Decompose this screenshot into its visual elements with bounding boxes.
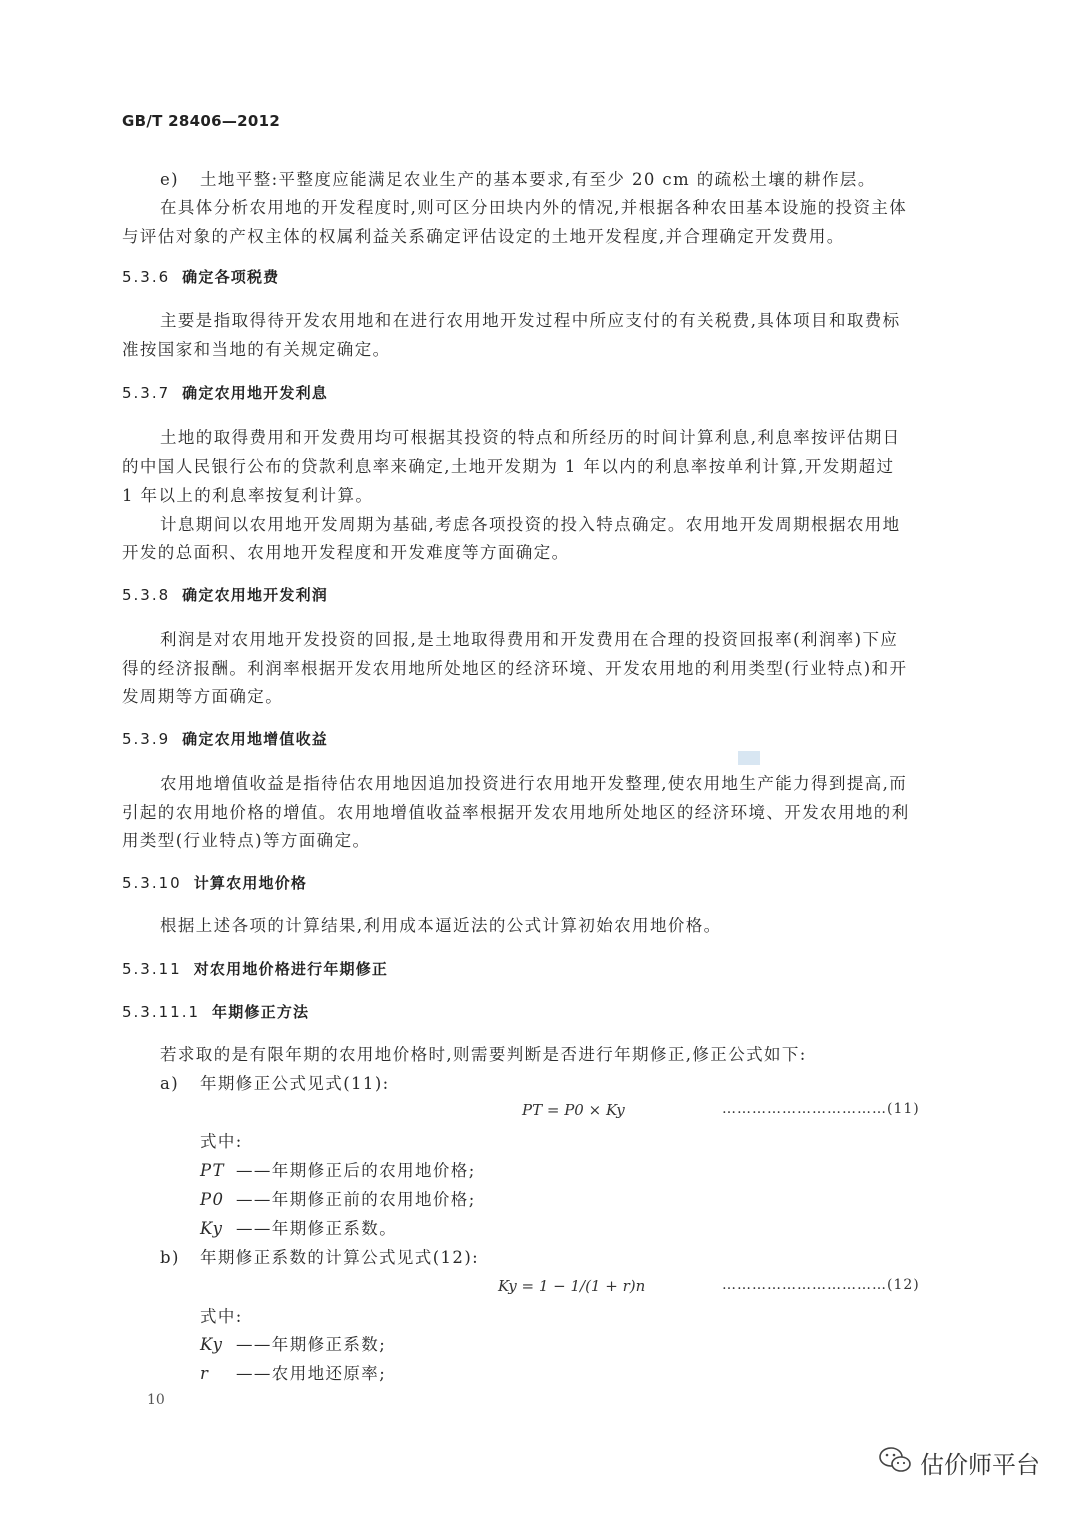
definition: ——年期修正系数; [236, 1335, 387, 1354]
definition: ——年期修正前的农用地价格; [236, 1190, 476, 1209]
paragraph-line: 准按国家和当地的有关规定确定。 [122, 340, 391, 359]
where-label: 式中: [200, 1307, 243, 1326]
watermark-logo [738, 751, 760, 765]
definition-row [200, 1359, 386, 1388]
page-number: 10 [147, 1392, 165, 1408]
section-title: 确定农用地开发利息 [182, 384, 328, 402]
paragraph-line: 用类型(行业特点)等方面确定。 [122, 831, 371, 850]
section-heading-5-3-11 [122, 958, 388, 979]
list-marker-e: e) [160, 170, 180, 189]
definition: ——年期修正系数。 [236, 1219, 398, 1238]
formula-text: PT = P0 × Ky [522, 1101, 625, 1119]
section-heading-5-3-8 [122, 584, 328, 605]
section-number: 5.3.7 [122, 384, 171, 402]
formula-number-11 [722, 1101, 920, 1117]
section-heading-5-3-10 [122, 872, 307, 893]
formula-text: Ky = 1 − 1/(1 + r)n [498, 1277, 646, 1295]
formula-number-12 [722, 1277, 920, 1293]
equation-number: (12) [887, 1277, 920, 1293]
section-title: 确定农用地开发利润 [182, 586, 328, 604]
symbol: P0 [200, 1190, 225, 1209]
section-number: 5.3.11.1 [122, 1003, 201, 1021]
section-title: 确定各项税费 [182, 268, 280, 286]
definition-row [200, 1330, 386, 1359]
list-item-a-text: 年期修正公式见式(11): [200, 1074, 390, 1093]
definition-row [200, 1185, 476, 1214]
section-number: 5.3.10 [122, 874, 182, 892]
paragraph-line: 1 年以上的利息率按复利计算。 [122, 486, 374, 505]
paragraph-line: 得的经济报酬。利润率根据开发农用地所处地区的经济环境、开发农用地的利用类型(行业特点)和开 [122, 659, 908, 678]
section-heading-5-3-6 [122, 266, 279, 287]
section-number: 5.3.6 [122, 268, 171, 286]
list-marker-a: a) [160, 1074, 180, 1093]
paragraph-line: 主要是指取得待开发农用地和在进行农用地开发过程中所应支付的有关税费,具体项目和取费标 [160, 311, 901, 330]
paragraph-line: 与评估对象的产权主体的权属利益关系确定评估设定的土地开发程度,并合理确定开发费用。 [122, 227, 845, 246]
paragraph-line: 的中国人民银行公布的贷款利息率来确定,土地开发期为 1 年以内的利息率按单利计算,开发期超过 [122, 457, 895, 476]
symbol: Ky [200, 1219, 224, 1238]
section-number: 5.3.8 [122, 586, 171, 604]
paragraph-line: 根据上述各项的计算结果,利用成本逼近法的公式计算初始农用地价格。 [160, 916, 722, 935]
footer-brand[interactable] [878, 1445, 1040, 1480]
paragraph-line: 开发的总面积、农用地开发程度和开发难度等方面确定。 [122, 543, 570, 562]
paragraph-line: 发周期等方面确定。 [122, 687, 284, 706]
standard-code: GB/T 28406—2012 [122, 112, 281, 130]
section-heading-5-3-9 [122, 728, 328, 749]
equation-number: (11) [887, 1101, 920, 1117]
where-label: 式中: [200, 1132, 243, 1151]
section-title: 确定农用地增值收益 [182, 730, 328, 748]
list-item-b-text: 年期修正系数的计算公式见式(12): [200, 1248, 480, 1267]
paragraph-line: 引起的农用地价格的增值。农用地增值收益率根据开发农用地所处地区的经济环境、开发农用地的利 [122, 803, 910, 822]
section-heading-5-3-11-1 [122, 1001, 309, 1022]
paragraph-line: 农用地增值收益是指待估农用地因追加投资进行农用地开发整理,使农用地生产能力得到提高,而 [160, 774, 908, 793]
section-title: 对农用地价格进行年期修正 [193, 960, 389, 978]
section-number: 5.3.11 [122, 960, 182, 978]
section-title: 计算农用地价格 [193, 874, 308, 892]
list-marker-b: b) [160, 1248, 180, 1267]
symbol: r [200, 1364, 210, 1383]
section-title: 年期修正方法 [212, 1003, 310, 1021]
formula-11 [522, 1101, 625, 1119]
definition: ——农用地还原率; [236, 1364, 387, 1383]
symbol: Ky [200, 1335, 224, 1354]
brand-name: 估价师平台 [920, 1451, 1040, 1479]
paragraph-line: 在具体分析农用地的开发程度时,则可区分田块内外的情况,并根据各种农田基本设施的投资主体 [160, 198, 908, 217]
paragraph-line: 土地的取得费用和开发费用均可根据其投资的特点和所经历的时间计算利息,利息率按评估期日 [160, 428, 901, 447]
definition: ——年期修正后的农用地价格; [236, 1161, 476, 1180]
paragraph-line: 计息期间以农用地开发周期为基础,考虑各项投资的投入特点确定。农用地开发周期根据农用地 [160, 515, 901, 534]
definition-row [200, 1156, 476, 1185]
section-heading-5-3-7 [122, 382, 328, 403]
paragraph-line: 利润是对农用地开发投资的回报,是土地取得费用和开发费用在合理的投资回报率(利润率)下应 [160, 630, 899, 649]
formula-12 [498, 1277, 645, 1295]
paragraph-line: 若求取的是有限年期的农用地价格时,则需要判断是否进行年期修正,修正公式如下: [160, 1045, 807, 1064]
leader-dots: …………………………… [722, 1101, 887, 1117]
definition-row [200, 1214, 397, 1243]
wechat-icon [878, 1446, 912, 1480]
leader-dots: …………………………… [722, 1277, 887, 1293]
symbol: PT [200, 1161, 225, 1180]
list-item-e-text: 土地平整:平整度应能满足农业生产的基本要求,有至少 20 cm 的疏松土壤的耕作层。 [200, 170, 876, 189]
section-number: 5.3.9 [122, 730, 171, 748]
